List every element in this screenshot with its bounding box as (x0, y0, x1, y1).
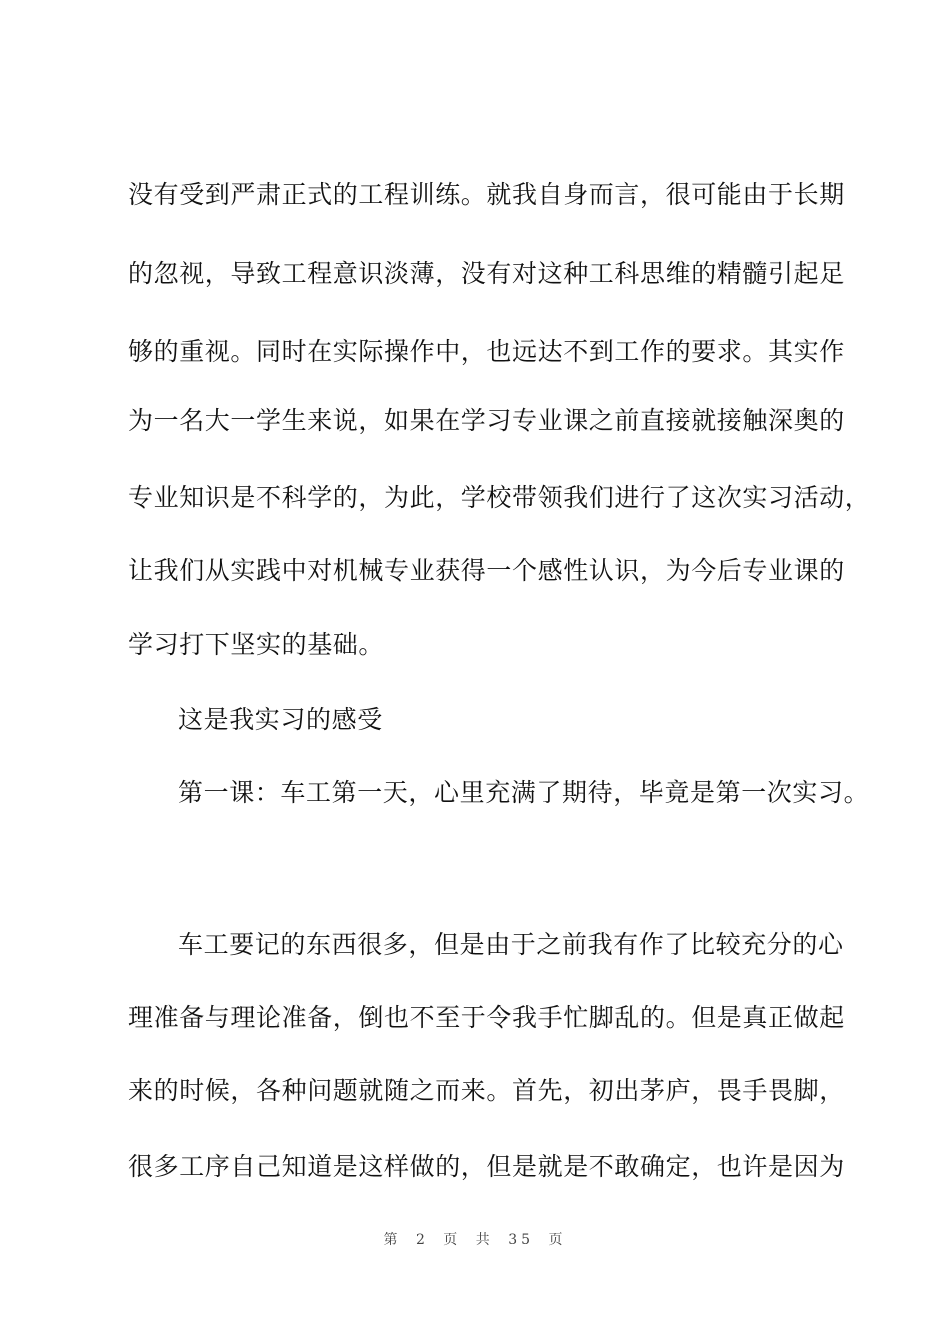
paragraph-line: 很多工序自己知道是这样做的，但是就是不敢确定，也许是因为 (128, 1152, 845, 1181)
paragraph-line: 没有受到严肃正式的工程训练。就我自身而言，很可能由于长期 (128, 180, 845, 209)
paragraph-line: 学习打下坚实的基础。 (128, 630, 385, 659)
paragraph-line: 为一名大一学生来说，如果在学习专业课之前直接就接触深奥的 (128, 406, 845, 435)
paragraph-line: 第一课：车工第一天，心里充满了期待，毕竟是第一次实习。 (178, 778, 870, 807)
paragraph-line: 让我们从实践中对机械专业获得一个感性认识，为今后专业课的 (128, 556, 845, 585)
paragraph-line: 专业知识是不科学的，为此，学校带领我们进行了这次实习活动， (128, 483, 871, 512)
paragraph-line: 的忽视，导致工程意识淡薄，没有对这种工科思维的精髓引起足 (128, 259, 845, 288)
section-heading: 这是我实习的感受 (178, 705, 383, 734)
page-number-footer: 第 2 页 共 35 页 (383, 1232, 567, 1248)
paragraph-line: 车工要记的东西很多，但是由于之前我有作了比较充分的心 (178, 930, 844, 959)
paragraph-line: 够的重视。同时在实际操作中，也远达不到工作的要求。其实作 (128, 337, 845, 366)
paragraph-line: 来的时候，各种问题就随之而来。首先，初出茅庐，畏手畏脚， (128, 1076, 845, 1105)
paragraph-line: 理准备与理论准备，倒也不至于令我手忙脚乱的。但是真正做起 (128, 1003, 845, 1032)
